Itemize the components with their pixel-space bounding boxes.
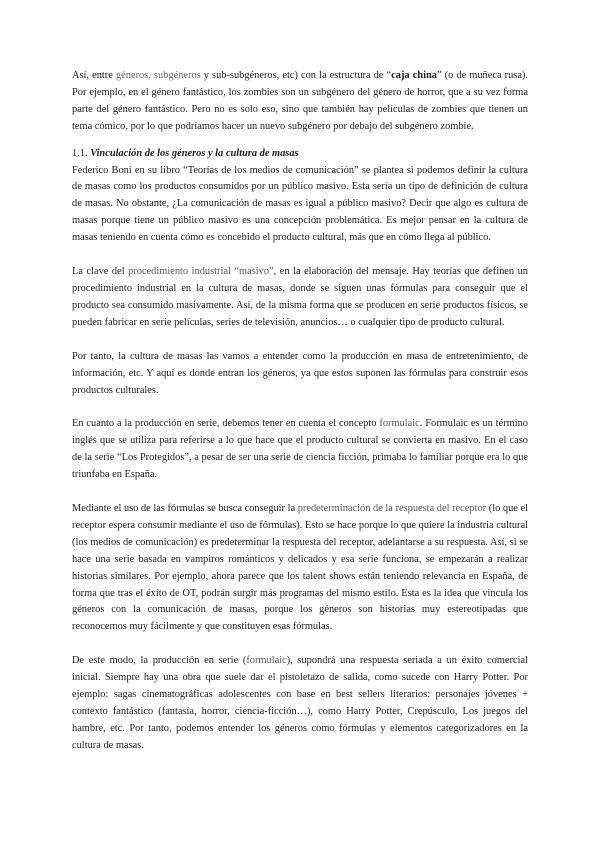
paragraph-6: [72, 653, 528, 754]
p4-text-a: En cuanto a la producción en serie, debemos tener en cuenta el concepto: [72, 418, 380, 430]
p5-text-c: (lo que el receptor espera consumir mediante el uso de fórmulas). Esto se hace porque lo que quiere la industria cultural (los medios de comunicación) es predeterminar la respuesta del receptor, adelantarse a su respuesta. Así, si se hace una serie basada en vampiros románticos y delicados y esa serie funciona, se empezarán a realizar historias similares. Por ejemplo, ahora parece que los talent shows están teniendo relevancia en España, de forma que tras el éxito de OT, podrán surgir más programas del mismo estilo. Esta es la idea que vincula los géneros con la comunicación de masas, porque los géneros son historias muy estereotipadas que reconocemos muy fácilmente y que constituyen esas fórmulas.: [72, 503, 528, 633]
p2-text-a: La clave del: [72, 266, 129, 278]
p6-text-c: ), supondrá una respuesta seriada a un éxito comercial inicial. Siempre hay una obra que suele dar el pistoletazo de salida, como sucede con Harry Potter. Por ejemplo: sagas cinematográficas adolescentes con base en best sellers literarios: personajes jóvenes + contexto fantástico (fantasía, horror, ciencia-ficción…), como Harry Potter, Crepúsculo, Los juegos del hambre, etc. Por tanto, podemos entender los géneros como fórmulas y elementos categorizadores en la cultura de masas.: [72, 655, 528, 751]
intro-bold-term: caja china: [391, 70, 437, 81]
p5-text-a: Mediante el uso de las fórmulas se busca conseguir la: [72, 503, 298, 515]
p6-text-a: De este modo, la producción en serie (: [72, 655, 247, 667]
p5-highlight: predeterminación de la respuesta del receptor: [297, 503, 487, 515]
intro-paragraph: [72, 68, 528, 136]
paragraph-1: Federico Boni en su libro “Teorías de los medios de comunicación” se plantea si podemos definir la cultura de masas como los productos consumidos por un público masivo. Esta sería un tipo de definición de cultura de masas. No obstante, ¿La comunicación de masas es igual a público masivo? Decir que algo es cultura de masas porque tiene un público masivo es una concepción problemática. Es mejor pensar en la cultura de masas teniendo en cuenta cómo es concebido el producto cultural, más que en cómo llega al público.: [72, 164, 528, 244]
p6-highlight: formulaic: [246, 655, 287, 667]
section-number: 1.1.: [72, 147, 91, 159]
paragraph-4: [72, 416, 528, 484]
paragraph-3: Por tanto, la cultura de masas las vamos a entender como la producción en masa de entretenimiento, de información, etc. Y aquí es donde entran los géneros, ya que estos suponen las fórmulas para construir esos productos culturales.: [72, 350, 528, 396]
p2-highlight: procedimiento industrial “masivo”: [128, 266, 274, 278]
intro-text-e: ” (o de muñeca rusa). Por ejemplo, en el género fantástico, los zombies son un subgénero del género de horror, que a su vez forma parte del género fantástico. Pero no es solo eso, sino que también hay películas de zombies que tienen un tema cómico, por lo que podríamos hacer un nuevo subgénero por debajo del subgénero zombie.: [72, 70, 528, 132]
paragraph-2: [72, 264, 528, 332]
section-heading: [72, 146, 528, 163]
paragraph-5: [72, 501, 528, 636]
p2-text-c: , en la elaboración del mensaje. Hay teorías que definen un procedimiento industrial en la cultura de masas, donde se siguen unas fórmulas para conseguir que el producto sea consumido masivamente. Así, de la misma forma que se producen en serie productos físicos, se pueden fabricar en serie películas, series de televisión, anuncios… o cualquier tipo de producto cultural.: [72, 266, 528, 328]
intro-highlight: géneros, subgéneros: [115, 70, 201, 81]
p4-text-c: . Formulaic es un término inglés que se utiliza para referirse a lo que hace que el producto cultural se convierta en masivo. En el caso de la serie “Los Protegidos”, a pesar de ser una serie de ciencia ficción, primaba lo familiar porque era lo que triunfaba en España.: [72, 418, 528, 481]
section-title: Vinculación de los géneros y la cultura de masas: [90, 147, 299, 159]
p4-highlight: formulaic: [379, 418, 420, 430]
intro-text-a: Así, entre: [72, 70, 116, 81]
intro-text-c: y sub-subgéneros, etc) con la estructura de “: [200, 70, 392, 81]
